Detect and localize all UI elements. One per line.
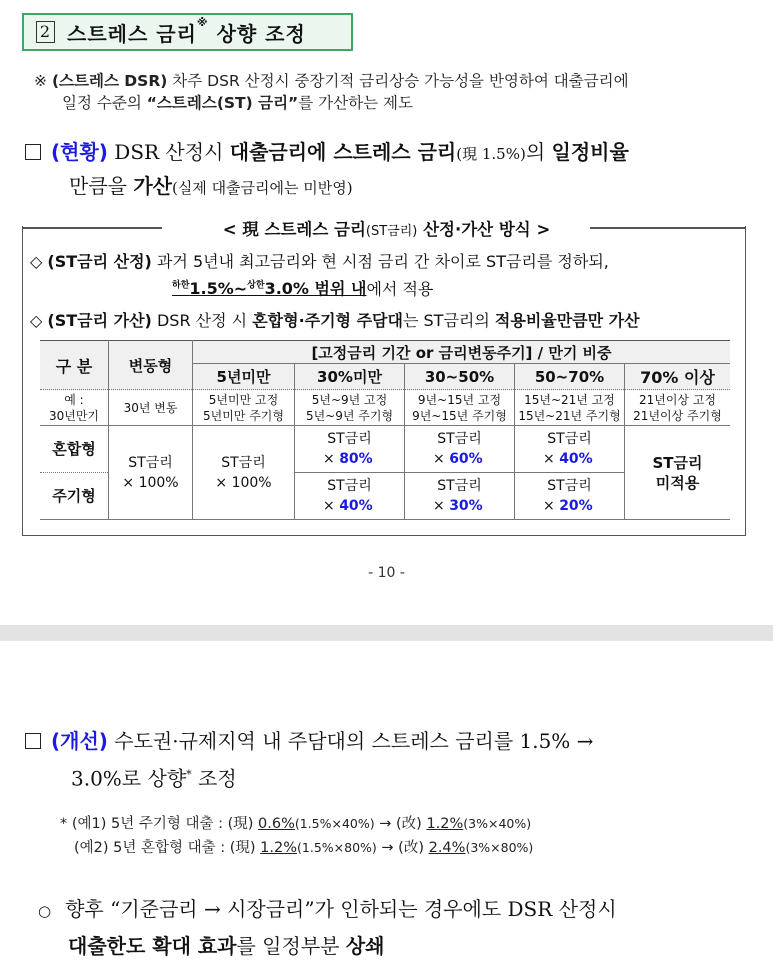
improvement-paragraph: (개선) 수도권·규제지역 내 주담대의 스트레스 금리를 1.5% → 3.0%로 상향* 조정	[25, 724, 765, 796]
col-group-header: [고정금리 기간 or 금리변동주기] / 만기 비중	[193, 341, 731, 364]
st-rate-application-table	[40, 340, 730, 520]
current-status-paragraph: (현황) DSR 산정시 대출금리에 스트레스 금리(現 1.5%)의 일정비율 만큼을 가산(실제 대출금리에는 미반영)	[25, 136, 765, 204]
col-header: 70% 이상	[625, 364, 731, 390]
examples-list	[60, 812, 760, 860]
page-separator	[0, 625, 773, 641]
section-title-box	[22, 13, 353, 51]
table-row-periodic: 주기형 ST금리 × 40% ST금리 × 30% ST금리 × 20%	[40, 473, 730, 520]
col-header-variable: 변동형	[109, 341, 193, 390]
col-header: 30%미만	[295, 364, 405, 390]
col-header: 30~50%	[405, 364, 515, 390]
example-item: * (예1) 5년 주기형 대출 : (現) 0.6%(1.5%×40%) → (改) 1.2%(3%×40%)	[60, 816, 532, 832]
checkbox-square-icon	[25, 144, 41, 160]
section-number: 2	[36, 21, 55, 43]
col-header: 50~70%	[515, 364, 625, 390]
definition-note: ※ (스트레스 DSR) 차주 DSR 산정시 중장기적 금리상승 가능성을 반영하여 대출금리에 일정 수준의 “스트레스(ST) 금리”를 가산하는 제도	[34, 72, 629, 112]
example-item: (예2) 5년 혼합형 대출 : (現) 1.2%(1.5%×80%) → (改) 2.4%(3%×80%)	[74, 840, 534, 856]
table-row-mixed: 혼합형 ST금리 × 100% ST금리 × 100% ST금리 × 80% ST금리 × 60% ST금리 × 40% ST금리 미적용	[40, 426, 730, 473]
st-rate-calc-item: ◇ (ST금리 산정) 과거 5년내 최고금리와 현 시점 금리 간 차이로 ST금리를 정하되, $^{하한}$1.5%~$^{상한}$3.0% 범위 내에서 적용	[30, 252, 609, 299]
st-rate-add-item: ◇ (ST금리 가산) DSR 산정 시 혼합형·주기형 주담대는 ST금리의 적용비율만큼만 가산	[30, 311, 640, 330]
col-header: 5년미만	[193, 364, 295, 390]
box-title: < 現 스트레스 금리(ST금리) 산정·가산 방식 >	[0, 216, 773, 240]
future-effect-paragraph: ○ 향후 “기준금리 → 시장금리”가 인하되는 경우에도 DSR 산정시 대출한도 확대 효과를 일정부분 상쇄	[38, 897, 617, 958]
section-title: 스트레스 금리※ 상향 조정	[67, 15, 306, 46]
checkbox-square-icon	[25, 733, 41, 749]
example-row: 예 : 30년만기 30년 변동 5년미만 고정 5년미만 주기형 5년~9년 고정 5년~9년 주기형 9년~15년 고정 9년~15년 주기형 15년~21년 고정 15년~21년 주기형 21년이상 고정 21년이상 주기형	[40, 390, 730, 426]
page-number: - 10 -	[368, 565, 405, 581]
col-header-category: 구 분	[40, 341, 109, 390]
